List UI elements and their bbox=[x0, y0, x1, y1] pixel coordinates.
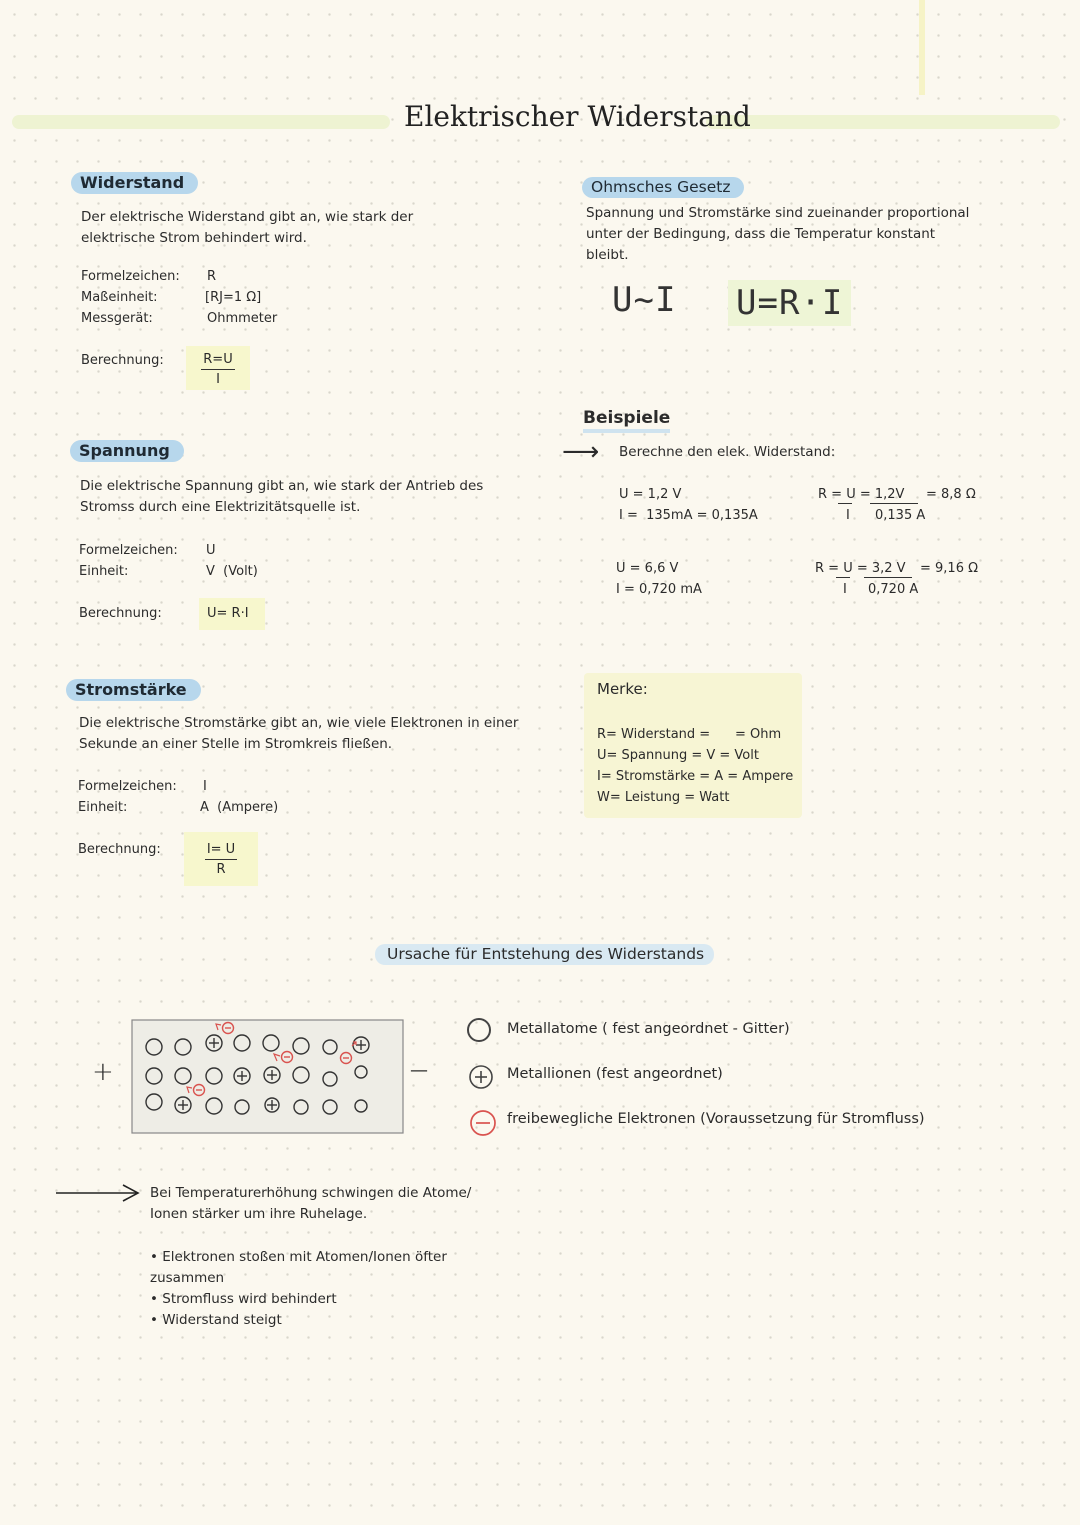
formula-numerator: I= U bbox=[205, 840, 237, 860]
example-2-u: U = 6,6 V bbox=[616, 561, 679, 576]
margin-highlight bbox=[919, 0, 925, 95]
ohm-heading: Ohmsches Gesetz bbox=[582, 177, 744, 198]
stromstaerke-calc-label: Berechnung: bbox=[78, 842, 161, 857]
ursache-bullet: • Elektronen stoßen mit Atomen/Ionen öfter bbox=[150, 1249, 447, 1265]
ohm-proportional-formula: U~I bbox=[612, 280, 677, 320]
formula-denominator: R bbox=[216, 862, 226, 877]
example-1-u: U = 1,2 V bbox=[619, 487, 682, 502]
example-2-result: = 9,16 Ω bbox=[920, 561, 979, 576]
example-1-r: R = U = 1,2V bbox=[818, 487, 905, 502]
stromstaerke-row-label: Einheit: bbox=[78, 800, 128, 815]
stromstaerke-formula bbox=[184, 832, 258, 886]
example-1-r-den: 0,135 A bbox=[875, 508, 926, 523]
metal-ion-icon bbox=[468, 1064, 494, 1090]
merke-line: U= Spannung = V = Volt bbox=[597, 748, 759, 763]
example-2-i: I = 0,720 mA bbox=[616, 582, 702, 597]
stromstaerke-row-label: Formelzeichen: bbox=[78, 779, 177, 794]
ohm-desc-2: unter der Bedingung, dass die Temperatur konstant bbox=[586, 226, 936, 242]
merke-heading: Merke: bbox=[597, 680, 648, 698]
title-underline-right bbox=[706, 115, 1060, 129]
widerstand-desc-1: Der elektrische Widerstand gibt an, wie stark der bbox=[81, 209, 414, 225]
example-2-r: R = U = 3,2 V bbox=[815, 561, 906, 576]
ohm-desc-1: Spannung und Stromstärke sind zueinander proportional bbox=[586, 205, 970, 221]
widerstand-heading: Widerstand bbox=[71, 172, 198, 194]
spannung-desc-1: Die elektrische Spannung gibt an, wie stark der Antrieb des bbox=[80, 478, 484, 494]
spannung-row-label: Einheit: bbox=[79, 564, 129, 579]
example-2-r-den-i: I bbox=[843, 582, 847, 597]
example-1-i: I = 135mA = 0,135A bbox=[619, 508, 758, 523]
widerstand-row-value: Ohmmeter bbox=[207, 311, 278, 326]
ursache-note-2: Ionen stärker um ihre Ruhelage. bbox=[150, 1206, 368, 1222]
widerstand-calc-label: Berechnung: bbox=[81, 353, 164, 368]
fraction-bar bbox=[838, 503, 852, 504]
electron-icon bbox=[469, 1109, 497, 1137]
spannung-heading: Spannung bbox=[70, 440, 184, 462]
widerstand-row-value: R bbox=[207, 269, 217, 284]
ohm-desc-3: bleibt. bbox=[586, 247, 629, 263]
ursache-bullet: • Stromfluss wird behindert bbox=[150, 1291, 337, 1307]
formula-numerator: R=U bbox=[201, 350, 234, 370]
widerstand-row-value: [RJ=1 Ω] bbox=[205, 290, 262, 305]
merke-line: I= Stromstärke = A = Ampere bbox=[597, 769, 794, 784]
stromstaerke-desc-2: Sekunde an einer Stelle im Stromkreis fließen. bbox=[79, 736, 393, 752]
minus-terminal: — bbox=[410, 1060, 428, 1081]
metal-lattice-diagram bbox=[130, 1016, 406, 1136]
page-title: Elektrischer Widerstand bbox=[404, 100, 751, 133]
legend-ions: Metallionen (fest angeordnet) bbox=[507, 1066, 723, 1082]
spannung-desc-2: Stromss durch eine Elektrizitätsquelle ist. bbox=[80, 499, 361, 515]
ursache-bullet: • Widerstand steigt bbox=[150, 1312, 282, 1328]
beispiele-task: Berechne den elek. Widerstand: bbox=[619, 444, 836, 460]
example-2-r-den: 0,720 A bbox=[868, 582, 919, 597]
widerstand-row-label: Formelzeichen: bbox=[81, 269, 180, 284]
ursache-note-1: Bei Temperaturerhöhung schwingen die Atome/ bbox=[150, 1185, 472, 1201]
stromstaerke-heading: Stromstärke bbox=[66, 679, 201, 701]
ursache-bullet: zusammen bbox=[150, 1270, 225, 1286]
spannung-formula: U= R·I bbox=[199, 598, 265, 630]
stromstaerke-row-value: A (Ampere) bbox=[200, 800, 279, 815]
spannung-row-value: V (Volt) bbox=[206, 564, 258, 579]
ursache-heading: Ursache für Entstehung des Widerstands bbox=[375, 944, 714, 965]
ohm-law-formula: U=R·I bbox=[728, 280, 851, 326]
stromstaerke-row-value: I bbox=[203, 779, 207, 794]
merke-line: W= Leistung = Watt bbox=[597, 790, 730, 805]
spannung-calc-label: Berechnung: bbox=[79, 606, 162, 621]
widerstand-row-label: Messgerät: bbox=[81, 311, 153, 326]
arrow-right-icon: ⟶ bbox=[562, 437, 600, 467]
arrow-right-icon bbox=[55, 1182, 141, 1204]
example-1-result: = 8,8 Ω bbox=[926, 487, 976, 502]
widerstand-formula bbox=[186, 346, 250, 390]
legend-electrons: freibewegliche Elektronen (Voraussetzung für Stromfluss) bbox=[507, 1111, 925, 1127]
example-1-r-den-i: I bbox=[846, 508, 850, 523]
title-underline-left bbox=[12, 115, 390, 129]
merke-line: R= Widerstand = = Ohm bbox=[597, 727, 782, 742]
beispiele-heading: Beispiele bbox=[583, 408, 670, 433]
widerstand-row-label: Maßeinheit: bbox=[81, 290, 158, 305]
metal-atom-icon bbox=[467, 1018, 491, 1042]
widerstand-desc-2: elektrische Strom behindert wird. bbox=[81, 230, 307, 246]
spannung-row-value: U bbox=[206, 543, 216, 558]
formula-denominator: I bbox=[216, 372, 220, 387]
spannung-row-label: Formelzeichen: bbox=[79, 543, 178, 558]
stromstaerke-desc-1: Die elektrische Stromstärke gibt an, wie viele Elektronen in einer bbox=[79, 715, 519, 731]
plus-terminal: + bbox=[92, 1057, 114, 1087]
legend-atoms: Metallatome ( fest angeordnet - Gitter) bbox=[507, 1021, 790, 1037]
